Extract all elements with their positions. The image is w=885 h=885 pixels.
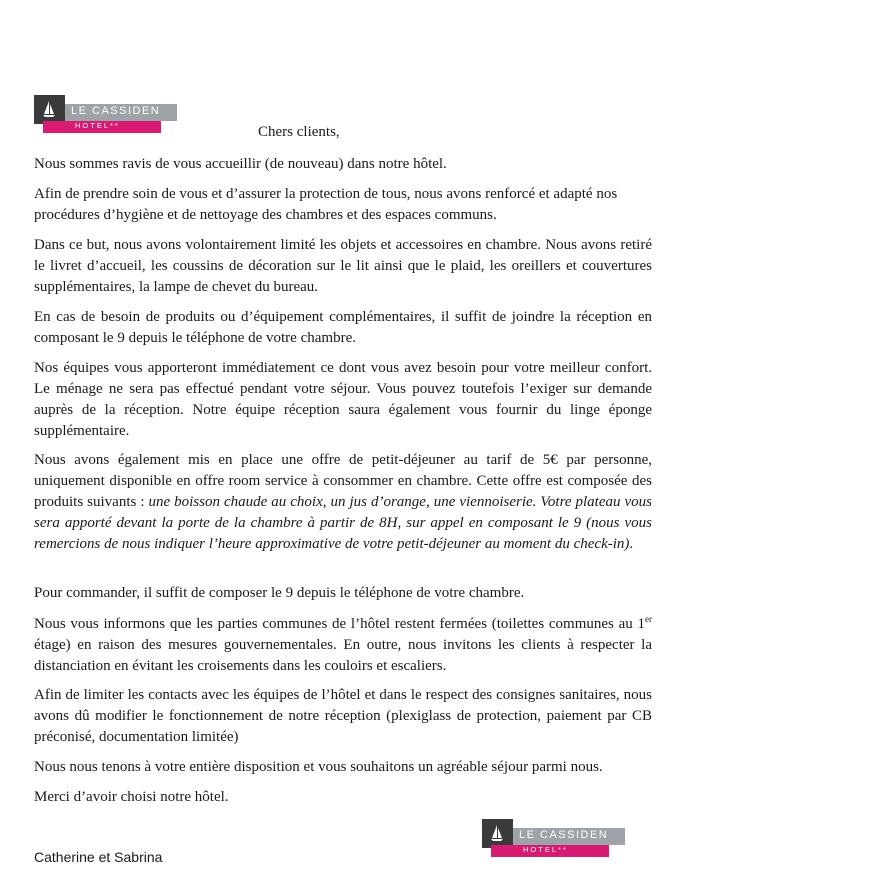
breakfast-intro: Nous avons également mis en place une offre de petit-déjeuner au tarif de 5€ par personne, uniquement disponible en offre room service à consommer en chambre. Cette offre est composée des produits suivants : (34, 452, 652, 510)
breakfast-details: une boisson chaude au choix, un jus d’orange, une viennoiserie. Votre plateau vous sera apporté devant la porte de la chambre à partir de 8H, sur appel en composant le 9 (nous vous remercions de nous indiquer l’heure approximative de votre petit-déjeuner au moment du check-in) (34, 494, 652, 552)
sail-icon (41, 100, 57, 118)
sail-icon (489, 824, 505, 842)
common-areas-sup: er (645, 614, 652, 624)
hotel-logo-bottom (482, 819, 627, 859)
paragraph-welcome: Nous sommes ravis de vous accueillir (de nouveau) dans notre hôtel. (34, 156, 447, 172)
logo-subtitle: HOTEL** (75, 121, 120, 130)
logo-mark (34, 95, 65, 124)
logo-mark (482, 819, 513, 848)
signature: Catherine et Sabrina (34, 849, 163, 865)
paragraph-contacts: Afin de limiter les contacts avec les équipes de l’hôtel et dans le respect des consignes sanitaires, nous avons dû modifier le fonctionnement de notre réception (plexiglass de protection, paiement par CB préconisé, documentation limitée) (34, 687, 652, 745)
greeting: Chers clients, (258, 124, 340, 140)
breakfast-end: . (629, 536, 634, 552)
paragraph-order: Pour commander, il suffit de composer le 9 depuis le téléphone de votre chambre. (34, 585, 525, 601)
paragraph-objects: Dans ce but, nous avons volontairement limité les objets et accessoires en chambre. Nous avons retiré le livret d’accueil, les coussins de décoration sur le lit ainsi que le plaid, les oreillers et couvertures supplémentaires, la lampe de chevet du bureau. (34, 237, 652, 295)
hotel-logo-top (34, 95, 179, 135)
paragraph-reception: En cas de besoin de produits ou d’équipement complémentaires, il suffit de joindre la réception en composant le 9 depuis le téléphone de votre chambre. (34, 309, 652, 346)
paragraph-hygiene: Afin de prendre soin de vous et d’assurer la protection de tous, nous avons renforcé et adapté nos procédures d’hygiène et de nettoyage des chambres et des espaces communs. (34, 186, 618, 223)
paragraph-thanks: Merci d’avoir choisi notre hôtel. (34, 789, 229, 805)
common-areas-part1: Nous vous informons que les parties communes de l’hôtel restent fermées (toilettes communes au 1 (34, 616, 645, 632)
paragraph-housekeeping: Nos équipes vous apporteront immédiatement ce dont vous avez besoin pour votre meilleur confort. Le ménage ne sera pas effectué pendant votre séjour. Vous pouvez toutefois l’exiger sur demande auprès de la réception. Notre équipe réception saura également vous fournir du linge éponge supplémentaire. (34, 360, 652, 439)
common-areas-part2: étage) en raison des mesures gouvernementales. En outre, nous invitons les clients à respecter la distanciation en évitant les croisements dans les couloirs et escaliers. (34, 637, 652, 674)
logo-name: LE CASSIDEN (519, 829, 609, 841)
paragraph-common-areas (34, 614, 652, 677)
paragraph-disposition: Nous nous tenons à votre entière disposition et vous souhaitons un agréable séjour parmi nous. (34, 759, 603, 775)
logo-name: LE CASSIDEN (71, 105, 161, 117)
paragraph-breakfast (34, 450, 652, 555)
logo-subtitle: HOTEL** (523, 845, 568, 854)
